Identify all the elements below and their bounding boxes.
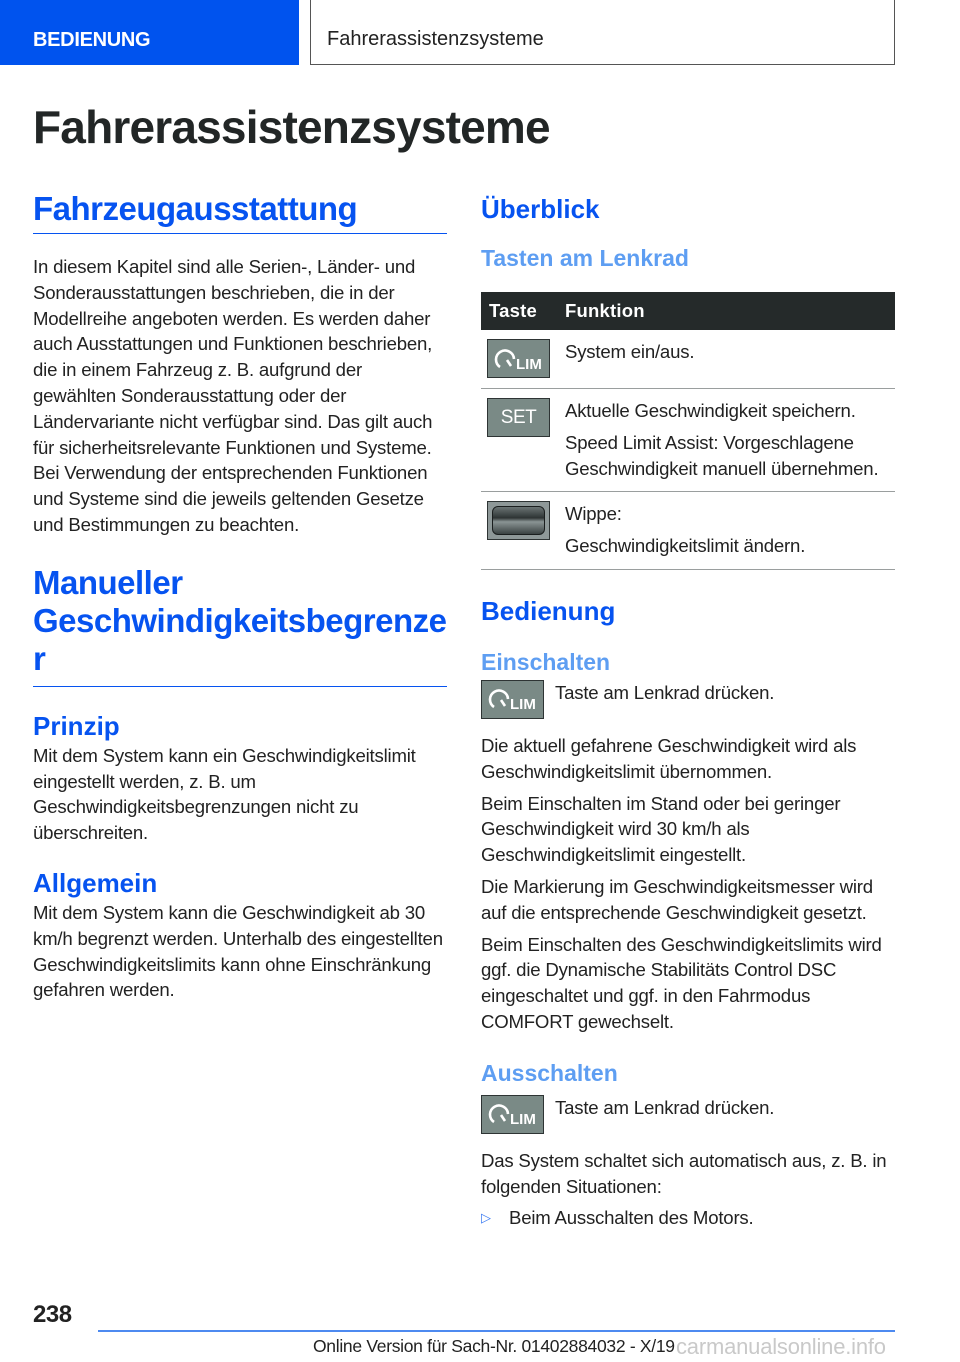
chapter-header-label: Fahrerassistenzsysteme: [327, 28, 544, 50]
rocker-switch-icon: [487, 501, 550, 540]
ausschalten-instruction: [481, 1095, 895, 1134]
table-row: [481, 389, 895, 492]
heading-line-2: Geschwindigkeitsbegrenze: [33, 601, 447, 639]
heading-prinzip: Prinzip: [33, 710, 120, 741]
function-text: Geschwindigkeitslimit ändern.: [565, 535, 806, 557]
set-button-icon: SET: [487, 398, 550, 437]
einschalten-paragraph: Die aktuell gefahrene Geschwindigkeit wird als Geschwindigkeitslimit übernommen.: [481, 734, 857, 782]
section-tab-label: BEDIENUNG: [33, 29, 151, 51]
table-header-row: [481, 292, 895, 330]
page-number: 238: [33, 1301, 72, 1328]
fahrzeugausstattung-text: In diesem Kapitel sind alle Serien-, Länder- und Sonderausstattungen beschrieben, die in der Modellreihe angeboten werden. Es werden daher auch Ausstattungen und Funktionen beschrieben, die in einem Fahrzeug z. B. aufgrund der gewählten Sonderausstattung oder der Ländervariante nicht verfügbar sind. Das gilt auch für sicherheitsrelevante Funktionen und Systeme. Bei Verwendung der entsprechenden Funktionen und Systeme sind die jeweils geltenden Gesetze und Bestimmungen zu beachten.: [33, 256, 433, 535]
heading-line-3: r: [33, 639, 46, 677]
einschalten-paragraph: Beim Einschalten im Stand oder bei geringer Geschwindigkeit wird 30 km/h als Geschwindigkeitslimit eingestellt.: [481, 792, 841, 866]
left-column: [33, 190, 447, 1003]
triangle-bullet-icon: ▷: [481, 1210, 491, 1226]
svg-text:LIM: LIM: [509, 696, 536, 714]
column-header-funktion: Funktion: [565, 292, 895, 330]
heading-line-1: Manueller: [33, 563, 183, 601]
svg-text:LIM: LIM: [515, 355, 542, 373]
speed-limiter-lim-icon: [481, 680, 544, 719]
online-version-text: Online Version für Sach-Nr. 01402884032 - X/19: [313, 1336, 675, 1356]
speed-limiter-lim-icon: [481, 1095, 544, 1134]
heading-ueberblick: Überblick: [481, 194, 600, 224]
ausschalten-paragraph: Das System schaltet sich automatisch aus, z. B. in folgenden Situationen:: [481, 1149, 887, 1197]
heading-allgemein: Allgemein: [33, 867, 158, 898]
page-title: Fahrerassistenzsysteme: [33, 101, 550, 153]
chapter-header: [310, 0, 895, 65]
column-header-taste: Taste: [481, 292, 565, 330]
steering-wheel-keys-table: [481, 292, 895, 570]
heading-tasten-am-lenkrad: Tasten am Lenkrad: [481, 245, 689, 271]
einschalten-instruction-text: Taste am Lenkrad drücken.: [555, 681, 775, 703]
speed-limiter-lim-icon: [487, 339, 550, 378]
svg-text:LIM: LIM: [509, 1111, 536, 1129]
table-row: [481, 492, 895, 570]
prinzip-text: Mit dem System kann ein Geschwindigkeitslimit eingestellt werden, z. B. um Geschwindigkeitsbegrenzungen nicht zu überschreiten.: [33, 744, 416, 844]
heading-ausschalten: Ausschalten: [481, 1059, 618, 1086]
function-text: Aktuelle Geschwindigkeit speichern.: [565, 400, 856, 421]
einschalten-paragraph: Die Markierung im Geschwindigkeitsmesser wird auf die entsprechende Geschwindigkeit gesetzt.: [481, 875, 873, 923]
heading-bedienung: Bedienung: [481, 595, 616, 626]
footer-divider: [98, 1330, 895, 1332]
watermark: carmanualsonline.info: [676, 1334, 886, 1359]
function-text: Wippe:: [565, 503, 622, 525]
right-column: [481, 190, 895, 1231]
heading-fahrzeugausstattung: Fahrzeugausstattung: [33, 190, 447, 234]
heading-manueller-geschwindigkeitsbegrenzer: [33, 564, 447, 687]
allgemein-text: Mit dem System kann die Geschwindigkeit ab 30 km/h begrenzt werden. Unterhalb des eingestellten Geschwindigkeitslimits kann ohne Einschränkung gefahren werden.: [33, 901, 443, 1001]
einschalten-instruction: [481, 680, 895, 719]
function-text: System ein/aus.: [565, 341, 695, 362]
einschalten-paragraph: Beim Einschalten des Geschwindigkeitslimits wird ggf. die Dynamische Stabilitäts Control DSC eingeschaltet und ggf. in den Fahrmodus COMFORT gewechselt.: [481, 933, 882, 1032]
heading-einschalten: Einschalten: [481, 648, 611, 675]
function-text: Speed Limit Assist: Vorgeschlagene Geschwindigkeit manuell übernehmen.: [565, 431, 879, 479]
list-item: [481, 1205, 895, 1231]
section-tab: [0, 0, 299, 65]
list-item-text: Beim Ausschalten des Motors.: [509, 1207, 754, 1229]
ausschalten-instruction-text: Taste am Lenkrad drücken.: [555, 1096, 775, 1118]
table-row: [481, 330, 895, 389]
